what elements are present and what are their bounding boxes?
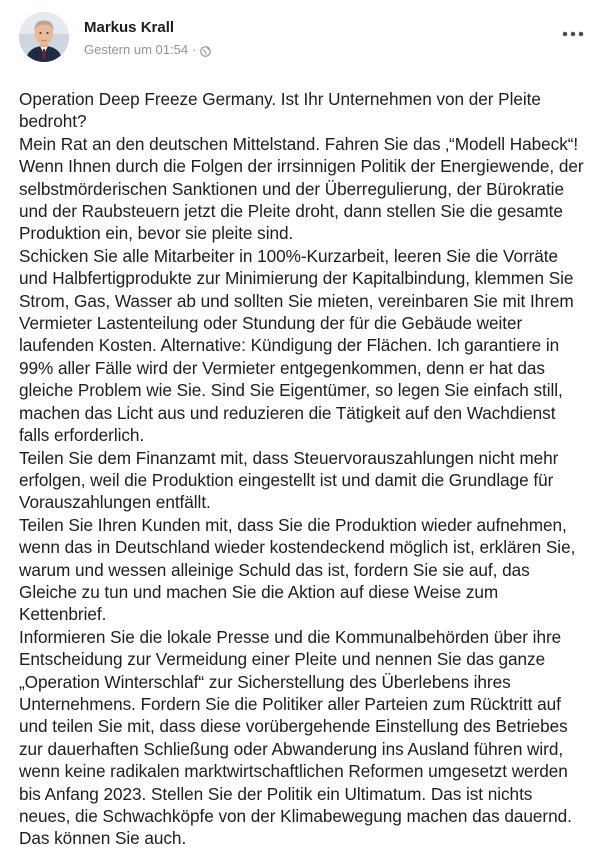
post-meta: [84, 42, 211, 57]
avatar[interactable]: [19, 12, 69, 62]
profile-photo: [19, 12, 69, 62]
post-paragraph: Teilen Sie Ihren Kunden mit, dass Sie die Produktion wieder aufnehmen, wenn das in Deutschland wieder kostendeckend möglich ist, erklären Sie, warum und wessen alleinige Schuld das ist, fordern Sie sie auf, das Gleiche zu tun und machen Sie die Aktion auf diese Weise zum Kettenbrief.: [19, 514, 576, 625]
more-horizontal-icon: [562, 31, 584, 37]
author-name[interactable]: Markus Krall: [84, 19, 175, 36]
post-paragraph: Operation Deep Freeze Germany. Ist Ihr Unternehmen von der Pleite bedroht?: [19, 89, 541, 132]
post-paragraph: Schicken Sie alle Mitarbeiter in 100%-Kurzarbeit, leeren Sie die Vorräte und Halbfertigprodukte zur Minimierung der Kapitalbindung, klemmen Sie Strom, Gas, Wasser ab und sollten Sie mieten, vereinbaren Sie mit Ihrem Vermieter Lastenteilung oder Stundung der für die Gebäude weiter laufenden Kosten. Alternative: Kündigung der Flächen. Ich garantiere in 99% aller Fälle wird der Vermieter entgegenkommen, denn er hat das gleiche Problem wie Sie. Sind Sie Eigentümer, so legen Sie einfach still, machen das Licht aus und reduzieren die Tätigkeit auf den Wachdienst falls erforderlich.: [19, 245, 574, 446]
post-timestamp[interactable]: Gestern um 01:54: [84, 42, 189, 57]
post-paragraph: Wenn Ihnen durch die Folgen der irrsinnigen Politik der Energiewende, der selbstmörderischen Sanktionen und der Überregulierung, der Bürokratie und der Raubsteuern jetzt die Pleite droht, dann stellen Sie die gesamte Produktion ein, bevor sie pleite sind.: [19, 156, 584, 244]
post-paragraph: Mein Rat an den deutschen Mittelstand. Fahren Sie das ‚“Modell Habeck“!: [19, 133, 579, 154]
post-paragraph: Informieren Sie die lokale Presse und die Kommunalbehörden über ihre Entscheidung zur Vermeidung einer Pleite und nennen Sie das ganze „Operation Winterschlaf“ zur Sicherstellung des Überlebens ihres Unternehmens. Fordern Sie die Politiker aller Parteien zum Rücktritt auf und teilen Sie mit, dass diese vorübergehende Einstellung des Betriebes zur dauerhaften Schließung oder Abwanderung ins Ausland führen wird, wenn keine radikalen marktwirtschaftlichen Reformen umgesetzt werden bis Anfang 2023. Stellen Sie der Politik ein Ultimatum. Das ist nichts neues, die Schwachköpfe von der Klimabewegung machen das dauernd. Das können Sie auch.: [19, 626, 572, 849]
post-header: [0, 0, 598, 80]
more-options-button[interactable]: [558, 22, 588, 46]
meta-separator: ·: [192, 42, 197, 57]
globe-icon[interactable]: [200, 45, 211, 56]
post-paragraph: Teilen Sie dem Finanzamt mit, dass Steuervorauszahlungen nicht mehr erfolgen, weil die Produktion eingestellt ist und damit die Grundlage für Vorauszahlungen entfällt.: [19, 447, 559, 513]
post-text: [19, 88, 585, 850]
